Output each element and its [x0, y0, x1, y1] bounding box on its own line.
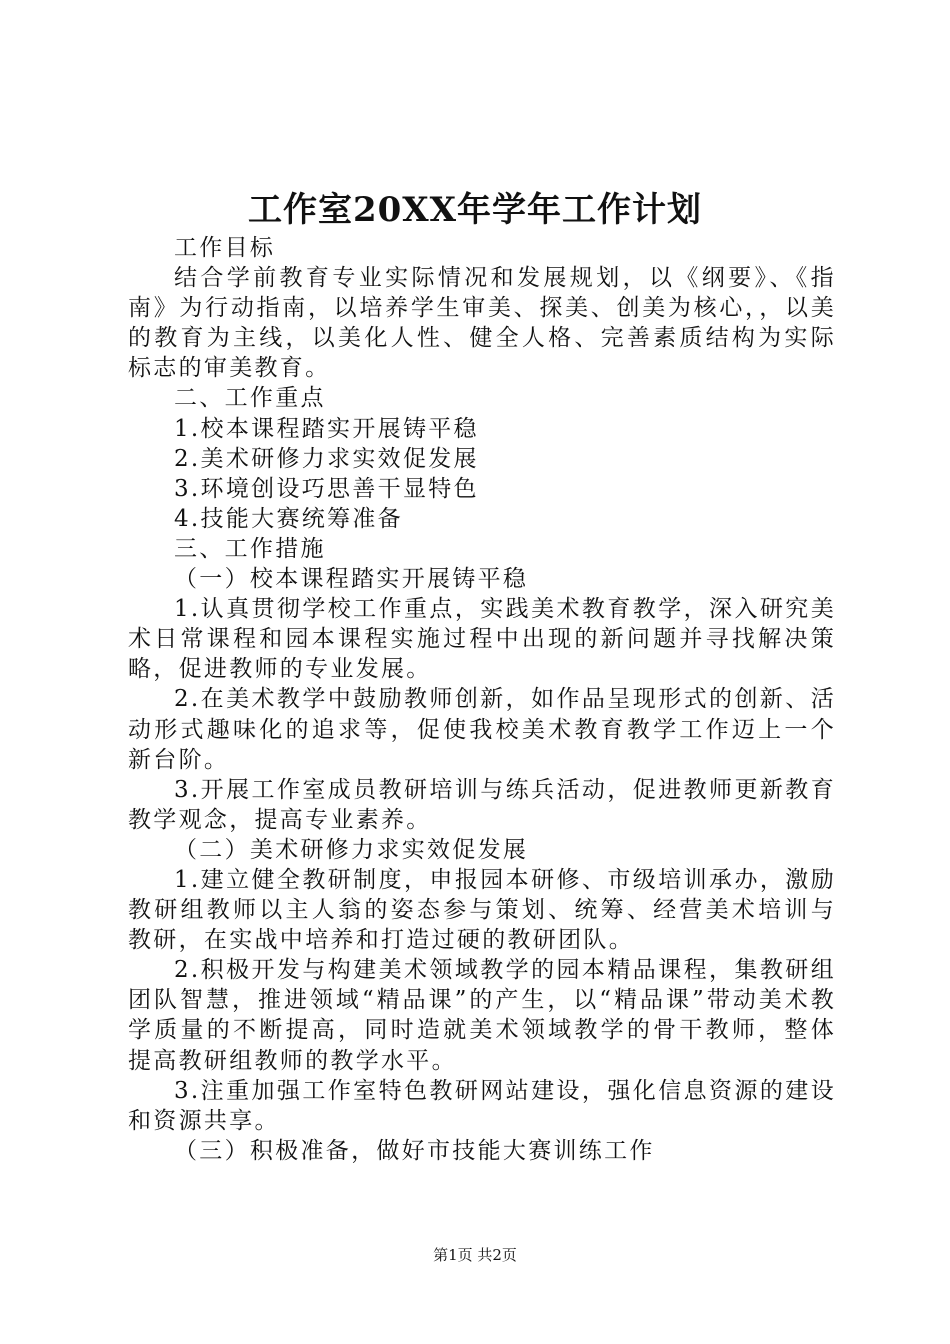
paragraph: 结合学前教育专业实际情况和发展规划，以《纲要》、《指南》为行动指南，以培养学生审美、探美、创美为核心，，以美的教育为主线，以美化人性、健全人格、完善素质结构为实际标志的审美教育。	[128, 265, 836, 382]
subsection-heading: （二）美术研修力求实效促发展	[174, 836, 529, 863]
page-footer: 第1页 共2页	[433, 1246, 517, 1264]
list-item: 3.环境创设巧思善干显特色	[174, 475, 479, 502]
section-heading: 三、工作措施	[174, 535, 326, 562]
subsection-heading: （一）校本课程踏实开展铸平稳	[174, 566, 529, 593]
list-item: 4.技能大赛统筹准备	[174, 505, 403, 532]
paragraph: 1.建立健全教研制度，申报园本研修、市级培训承办，激励教研组教师以主人翁的姿态参与策划、统筹、经营美术培训与教研，在实战中培养和打造过硬的教研团队。	[128, 866, 836, 954]
paragraph: 2.在美术教学中鼓励教师创新，如作品呈现形式的创新、活动形式趣味化的追求等，促使我校美术教育教学工作迈上一个新台阶。	[128, 686, 836, 773]
paragraph: 3.开展工作室成员教研培训与练兵活动，促进教师更新教育教学观念，提高专业素养。	[128, 776, 836, 833]
paragraph: 2.积极开发与构建美术领域教学的园本精品课程，集教研组团队智慧，推进领域“精品课”的产生，以“精品课”带动美术教学质量的不断提高，同时造就美术领域教学的骨干教师，整体提高教研组教师的教学水平。	[128, 957, 836, 1074]
paragraph: 1.认真贯彻学校工作重点，实践美术教育教学，深入研究美术日常课程和园本课程实施过程中出现的新问题并寻找解决策略，促进教师的专业发展。	[128, 596, 836, 683]
subsection-heading: （三）积极准备，做好市技能大赛训练工作	[174, 1137, 655, 1164]
paragraph: 3.注重加强工作室特色教研网站建设，强化信息资源的建设和资源共享。	[128, 1077, 836, 1134]
list-item: 2.美术研修力求实效促发展	[174, 445, 479, 472]
section-heading: 二、工作重点	[174, 385, 326, 412]
paragraph: 工作目标	[174, 235, 276, 261]
document-body	[128, 233, 836, 1166]
list-item: 1.校本课程踏实开展铸平稳	[174, 415, 479, 442]
document-title: 工作室20XX年学年工作计划	[247, 190, 703, 230]
